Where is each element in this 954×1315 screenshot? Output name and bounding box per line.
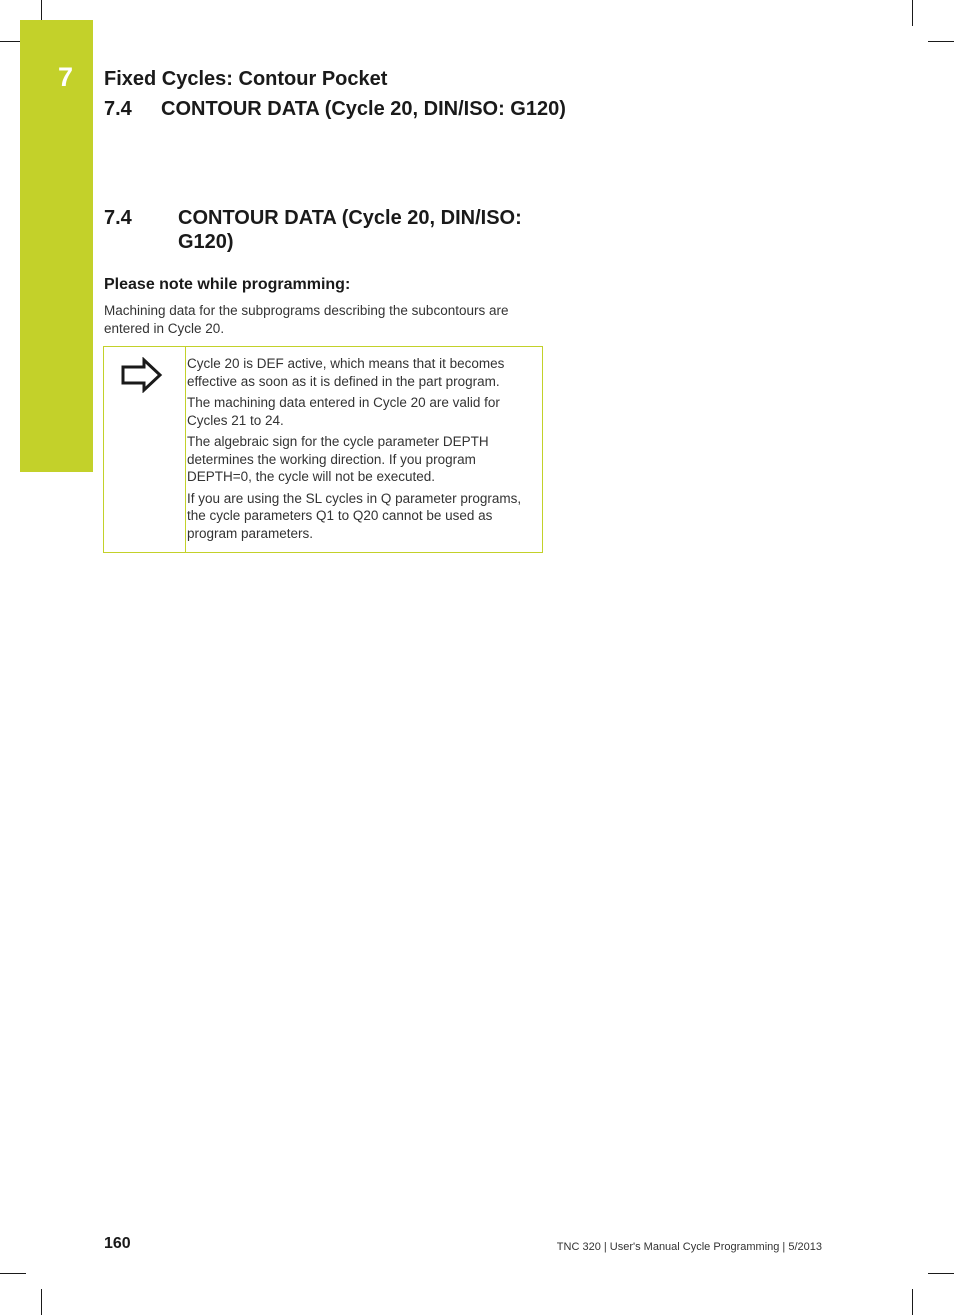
note-paragraph: If you are using the SL cycles in Q parameter programs, the cycle parameters Q1 to Q20 cannot be used as program parameters. [187, 490, 522, 541]
intro-paragraph: Machining data for the subprograms describing the subcontours are entered in Cycle 20. [104, 303, 509, 336]
crop-mark [928, 1273, 954, 1274]
note-paragraph: The machining data entered in Cycle 20 are valid for Cycles 21 to 24. [187, 395, 500, 428]
section-title: CONTOUR DATA (Cycle 20, DIN/ISO: G120) [178, 207, 522, 253]
chapter-number: 7 [58, 62, 74, 92]
note-paragraph: Cycle 20 is DEF active, which means that it becomes effective as soon as it is defined in the part program. [187, 356, 505, 389]
chapter-tab [20, 20, 93, 472]
note-text [187, 355, 537, 546]
page-number: 160 [104, 1235, 131, 1252]
running-header-chapter-title: Fixed Cycles: Contour Pocket [104, 68, 388, 90]
running-header-section-title: CONTOUR DATA (Cycle 20, DIN/ISO: G120) [161, 98, 566, 120]
running-header-section [104, 98, 566, 121]
crop-mark [912, 0, 913, 26]
section-number: 7.4 [104, 207, 132, 229]
footer-text: TNC 320 | User's Manual Cycle Programming | 5/2013 [556, 1241, 822, 1253]
crop-mark [928, 41, 954, 42]
note-box [103, 346, 543, 553]
subheading: Please note while programming: [104, 276, 351, 293]
running-header-section-number: 7.4 [104, 98, 132, 120]
note-divider [185, 347, 186, 552]
crop-mark [0, 1273, 26, 1274]
crop-mark [41, 1289, 42, 1315]
note-paragraph: The algebraic sign for the cycle parameter DEPTH determines the working direction. If you program DEPTH=0, the cycle will not be executed. [187, 434, 489, 484]
arrow-right-icon [120, 357, 164, 393]
crop-mark [912, 1289, 913, 1315]
